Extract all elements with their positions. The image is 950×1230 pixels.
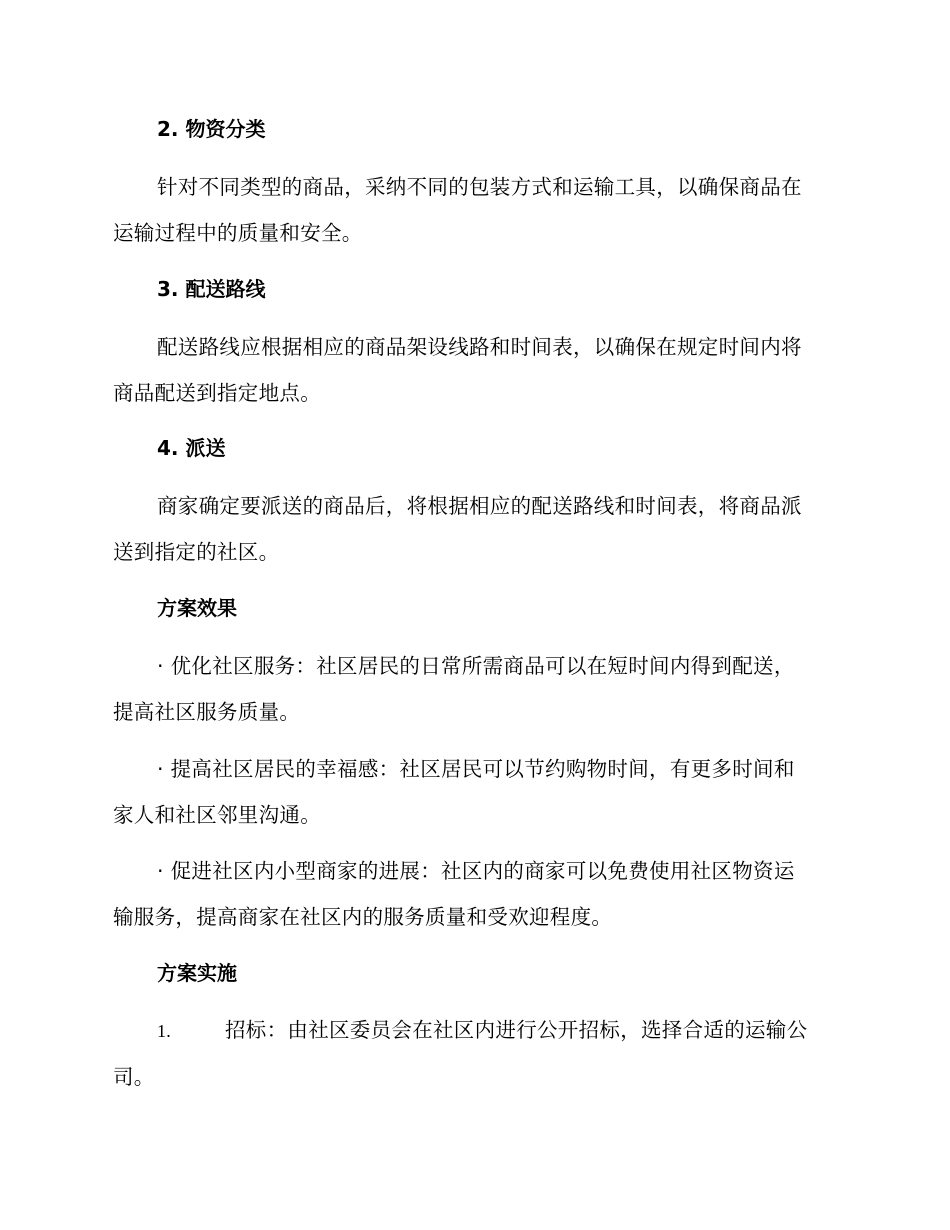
bullet-line: · 促进社区内小型商家的进展：社区内的商家可以免费使用社区物资运 [157, 859, 795, 883]
section-heading-implementation: 方案实施 [157, 961, 237, 985]
bullet-line: · 优化社区服务：社区居民的日常所需商品可以在短时间内得到配送， [157, 654, 795, 678]
bullet-line: · 提高社区居民的幸福感：社区居民可以节约购物时间，有更多时间和 [157, 757, 795, 781]
section-heading-dispatch: 4. 派送 [157, 436, 226, 460]
paragraph-line: 运输过程中的质量和安全。 [113, 221, 363, 245]
numbered-item-tender [113, 1007, 833, 1100]
paragraph-delivery-route [113, 324, 833, 416]
paragraph-dispatch [113, 483, 833, 575]
bullet-item-happiness [113, 746, 833, 838]
numbered-line [113, 1007, 833, 1054]
bullet-item-merchant-growth [113, 848, 833, 940]
paragraph-line: 送到指定的社区。 [113, 540, 280, 564]
section-heading-effects: 方案效果 [157, 596, 237, 620]
bullet-line: 家人和社区邻里沟通。 [113, 803, 321, 827]
paragraph-line: 配送路线应根据相应的商品架设线路和时间表，以确保在规定时间内将 [157, 335, 802, 359]
section-heading-material-category: 2. 物资分类 [157, 117, 266, 141]
list-number: 1. [157, 1021, 172, 1041]
section-heading-delivery-route: 3. 配送路线 [157, 277, 266, 301]
paragraph-line: 针对不同类型的商品，采纳不同的包装方式和运输工具，以确保商品在 [157, 175, 802, 199]
paragraph-line: 商品配送到指定地点。 [113, 381, 321, 405]
bullet-line: 提高社区服务质量。 [113, 700, 301, 724]
numbered-line: 司。 [113, 1065, 155, 1089]
bullet-line: 输服务，提高商家在社区内的服务质量和受欢迎程度。 [113, 905, 613, 929]
paragraph-line: 商家确定要派送的商品后，将根据相应的配送路线和时间表，将商品派 [157, 494, 802, 518]
paragraph-material-category [113, 164, 833, 256]
bullet-item-optimize-service [113, 643, 833, 735]
numbered-line-text: 招标：由社区委员会在社区内进行公开招标，选择合适的运输公 [225, 1018, 808, 1042]
